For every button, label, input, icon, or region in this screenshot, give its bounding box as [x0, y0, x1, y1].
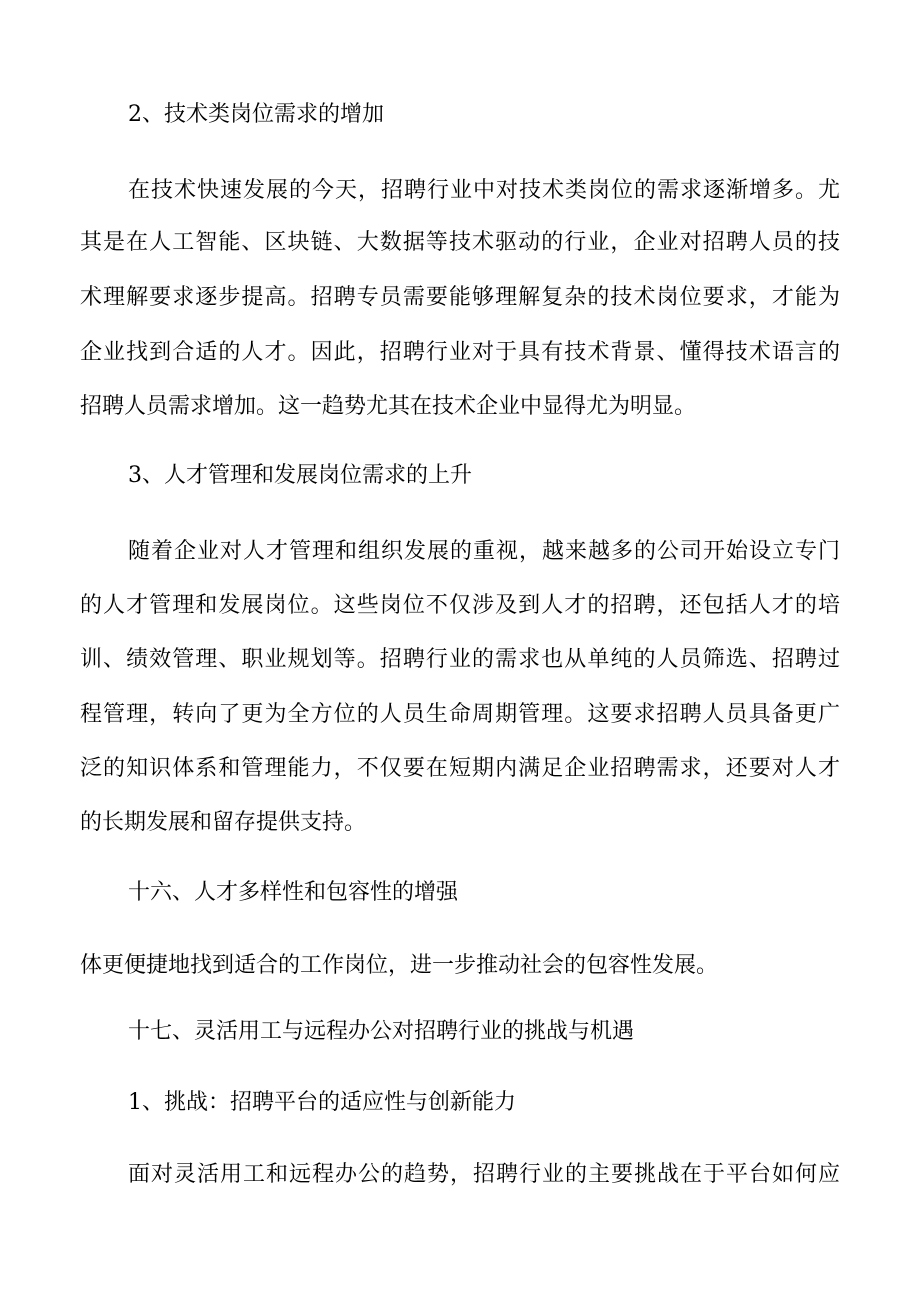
paragraph-line: 的人才管理和发展岗位。这些岗位不仅涉及到人才的招聘，还包括人才的培 — [80, 593, 840, 618]
section-heading: 3、人才管理和发展岗位需求的上升 — [128, 463, 472, 488]
paragraph-line: 体更便捷地找到适合的工作岗位，进一步推动社会的包容性发展。 — [80, 953, 719, 978]
paragraph-line: 在技术快速发展的今天，招聘行业中对技术类岗位的需求逐渐增多。尤 — [128, 178, 840, 203]
section-heading: 十六、人才多样性和包容性的增强 — [128, 880, 459, 905]
paragraph-line: 程管理，转向了更为全方位的人员生命周期管理。这要求招聘人员具备更广 — [80, 702, 840, 727]
paragraph-line: 的长期发展和留存提供支持。 — [80, 810, 367, 835]
paragraph-line: 随着企业对人才管理和组织发展的重视，越来越多的公司开始设立专门 — [128, 539, 840, 564]
paragraph-line: 招聘人员需求增加。这一趋势尤其在技术企业中显得尤为明显。 — [80, 394, 697, 419]
paragraph-line: 训、绩效管理、职业规划等。招聘行业的需求也从单纯的人员筛选、招聘过 — [80, 647, 840, 672]
paragraph-line: 面对灵活用工和远程办公的趋势，招聘行业的主要挑战在于平台如何应 — [128, 1162, 840, 1187]
paragraph-line: 企业找到合适的人才。因此，招聘行业对于具有技术背景、懂得技术语言的 — [80, 340, 840, 365]
section-heading: 十七、灵活用工与远程办公对招聘行业的挑战与机遇 — [128, 1019, 635, 1044]
section-heading: 1、挑战：招聘平台的适应性与创新能力 — [128, 1090, 516, 1115]
section-heading: 2、技术类岗位需求的增加 — [128, 102, 384, 127]
paragraph-line: 泛的知识体系和管理能力，不仅要在短期内满足企业招聘需求，还要对人才 — [80, 756, 840, 781]
paragraph-line: 术理解要求逐步提高。招聘专员需要能够理解复杂的技术岗位要求，才能为 — [80, 285, 840, 310]
paragraph-line: 其是在人工智能、区块链、大数据等技术驱动的行业，企业对招聘人员的技 — [80, 230, 840, 255]
